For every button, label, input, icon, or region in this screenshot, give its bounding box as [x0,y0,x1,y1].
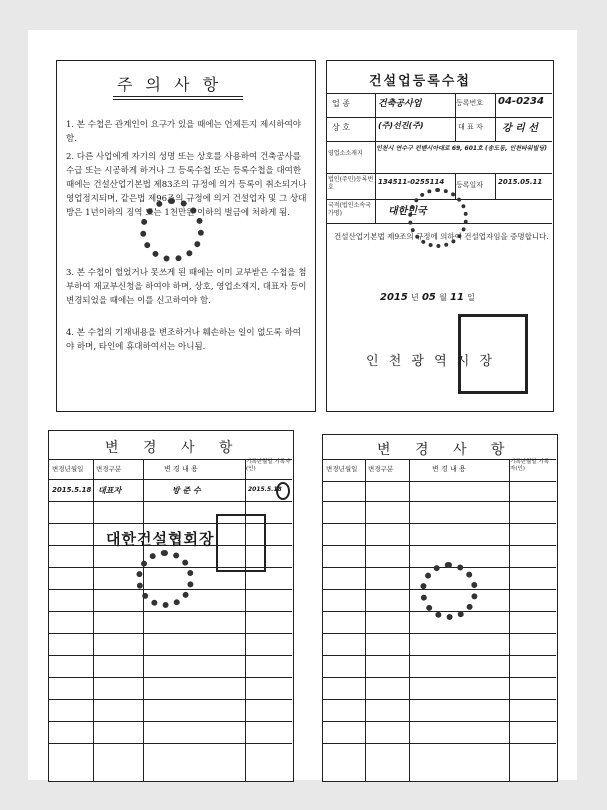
reg-value-regno: 04-0234 [498,96,544,107]
reg-date-day-unit: 일 [467,293,475,302]
reg-value-name: (주)선진(주) [378,121,424,130]
changes-left-entry-date: 2015.5.18 [52,486,92,494]
recorder-seal [276,482,290,500]
notice-item-1: 1. 본 수첩은 관계인이 요구가 있을 때에는 언제든지 제시하여야 함. [66,120,302,144]
changes-left-entry-recorded: 2015.5.18 [248,486,282,493]
reg-date-year: 2015 [380,292,408,303]
reg-value-address: 인천시 연수구 컨벤시아대로 69, 601호 (송도동, 인천타워빌딩) [376,145,547,152]
notice-item-4: 4. 본 수첩의 기재내용을 변조하거나 훼손하는 일이 없도록 하여야 하며, 타인에 휴대하여서는 아니됨. [66,328,302,352]
association-seal [216,514,266,572]
reg-label-address: 영업소소재지 [328,150,363,157]
changes-left-header-content: 변 경 내 용 [164,465,198,473]
changes-left-header-recorded: 기록년월일 기록자(인) [246,459,291,472]
registration-title: 건설업등록수첩 [369,74,471,89]
emblem-seal [140,198,204,262]
notice-item-3: 3. 본 수첩이 헐었거나 못쓰게 된 때에는 이미 교부받은 수첩을 첨부하여 재교부신청을 하여야 하며, 상호, 영업소재지, 대표자 등이 변경되었을 때에는 이를 신고하여야 함. [66,268,307,306]
changes-left-entry-content: 방 준 수 [172,486,201,495]
reg-value-corpno: 134511-0255114 [378,178,445,186]
changes-left-header-date: 변경년월일 [52,465,84,473]
reg-label-nation: 국적(법인소속국가명) [328,202,371,217]
reg-certify: 건설산업기본법 제9조의 규정에 의하여 건설업자임을 증명합니다. [334,232,549,241]
reg-label-type: 업 종 [332,99,350,108]
reg-date [380,292,475,303]
changes-right-header-recorded: 기록년월일 기록자(인) [510,459,549,472]
reg-date-month: 05 [421,292,436,303]
document-sheet [28,30,577,780]
reg-label-ceo: 대 표 자 [458,123,483,131]
emblem-seal [136,550,194,608]
reg-issuer: 인 천 광 역 시 장 [366,354,496,369]
reg-label-regno: 등록번호 [456,99,484,107]
reg-label-regdate: 등록일자 [456,181,484,189]
reg-date-year-unit: 년 [411,293,419,302]
reg-date-day: 11 [449,292,464,303]
changes-left-header-type: 변경구분 [96,465,122,473]
changes-right-header-date: 변경년월일 [326,465,358,473]
changes-right-header-type: 변경구분 [368,465,394,473]
changes-right-title: 변 경 사 항 [377,442,515,458]
reg-value-ceo: 강 리 선 [502,123,538,134]
notice-item-2: 2. 다른 사업에게 자기의 성명 또는 상호를 사용하여 건축공사를 수급 또는 시공하게 하거나 그 등록수첩 또는 등록수첩을 대여한 때에는 건설산업기본법 제83조의 규정에 의거 등록이 취소되거나 영업정지되며, 같은법 제96조의 규정에 의거 건설업자 및 그 상대방은 1년이하의 징역 또는 1천만원 이하의 벌금에 처하게 됨. [66,152,307,218]
changes-left-entry-type: 대표자 [98,486,122,495]
emblem-seal [408,188,468,248]
reg-label-corpno: 법인(주민)등록번호 [328,176,374,191]
reg-value-regdate: 2015.05.11 [498,178,543,186]
changes-left-title: 변 경 사 항 [105,440,243,456]
reg-label-name: 상 호 [332,123,350,132]
reg-value-type: 건축공사업 [378,99,422,109]
emblem-seal [420,562,478,620]
reg-value-nation: 대한민국 [388,206,427,217]
changes-right-header-content: 변 경 내 용 [432,465,466,473]
official-seal [458,314,528,394]
association-stamp: 대한건설협회장 [106,530,215,548]
notice-title: 주 의 사 항 [117,75,223,94]
reg-date-month-unit: 월 [439,293,447,302]
